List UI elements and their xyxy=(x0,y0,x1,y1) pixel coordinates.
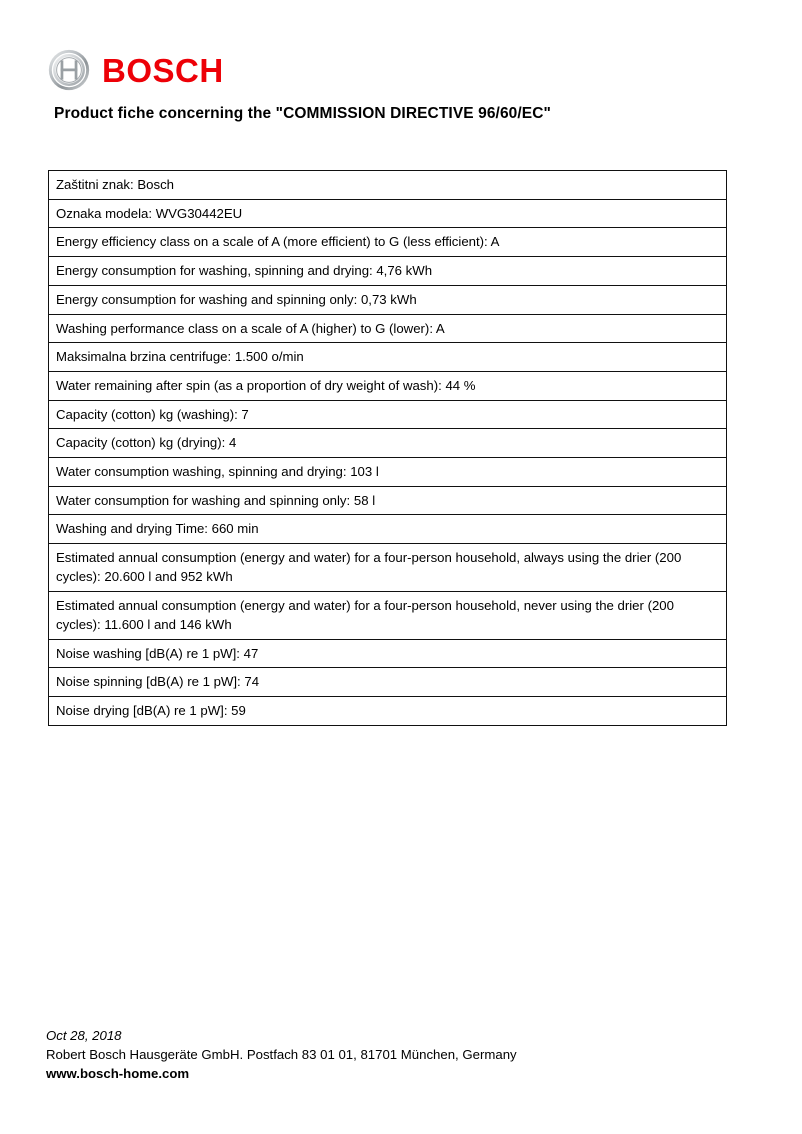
table-cell-text: Estimated annual consumption (energy and water) for a four-person household, never using the drier (200 cycles): 11.600 l and 146 kWh xyxy=(56,597,674,632)
table-cell-text: Capacity (cotton) kg (washing): 7 xyxy=(56,406,249,422)
table-row xyxy=(48,543,727,592)
product-fiche-table xyxy=(48,170,727,725)
table-row xyxy=(48,314,727,344)
table-row xyxy=(48,170,727,200)
table-cell-text: Water consumption for washing and spinning only: 58 l xyxy=(56,492,376,508)
table-row xyxy=(48,371,727,401)
document-footer xyxy=(46,1026,517,1083)
table-cell-text: Energy consumption for washing, spinning and drying: 4,76 kWh xyxy=(56,263,433,279)
bosch-logo-icon xyxy=(48,49,90,91)
table-row xyxy=(48,256,727,286)
footer-date: Oct 28, 2018 xyxy=(46,1028,122,1043)
page-title: Product fiche concerning the "COMMISSION DIRECTIVE 96/60/EC" xyxy=(54,105,551,122)
table-cell-text: Water consumption washing, spinning and drying: 103 l xyxy=(56,464,379,480)
table-row xyxy=(48,696,727,726)
brand-wordmark: BOSCH xyxy=(102,51,224,89)
table-cell-text: Washing and drying Time: 660 min xyxy=(56,521,259,537)
brand-header xyxy=(48,48,224,92)
table-row xyxy=(48,342,727,372)
table-row xyxy=(48,486,727,516)
table-cell-text: Noise washing [dB(A) re 1 pW]: 47 xyxy=(56,645,259,661)
table-cell-text: Washing performance class on a scale of A (higher) to G (lower): A xyxy=(56,320,445,336)
footer-address: Robert Bosch Hausgeräte GmbH. Postfach 83 01 01, 81701 München, Germany xyxy=(46,1047,517,1062)
table-cell-text: Estimated annual consumption (energy and water) for a four-person household, always using the drier (200 cycles): 20.600 l and 952 kWh xyxy=(56,550,682,585)
table-row xyxy=(48,639,727,669)
table-row xyxy=(48,199,727,229)
table-cell-text: Energy consumption for washing and spinning only: 0,73 kWh xyxy=(56,291,417,307)
table-row xyxy=(48,400,727,430)
footer-website-link[interactable]: www.bosch-home.com xyxy=(46,1066,190,1081)
table-cell-text: Noise drying [dB(A) re 1 pW]: 59 xyxy=(56,702,246,718)
table-cell-text: Capacity (cotton) kg (drying): 4 xyxy=(56,435,237,451)
table-row xyxy=(48,457,727,487)
table-row xyxy=(48,667,727,697)
table-cell-text: Zaštitni znak: Bosch xyxy=(56,177,175,192)
table-cell-text: Water remaining after spin (as a proportion of dry weight of wash): 44 % xyxy=(56,377,476,393)
table-cell-text: Energy efficiency class on a scale of A (more efficient) to G (less efficient): A xyxy=(56,234,500,250)
table-row xyxy=(48,514,727,544)
table-cell-text: Noise spinning [dB(A) re 1 pW]: 74 xyxy=(56,674,260,690)
table-row xyxy=(48,285,727,315)
table-cell-text: Maksimalna brzina centrifuge: 1.500 o/min xyxy=(56,349,304,365)
table-row xyxy=(48,227,727,257)
table-row xyxy=(48,591,727,640)
table-row xyxy=(48,428,727,458)
table-cell-text: Oznaka modela: WVG30442EU xyxy=(56,205,243,221)
